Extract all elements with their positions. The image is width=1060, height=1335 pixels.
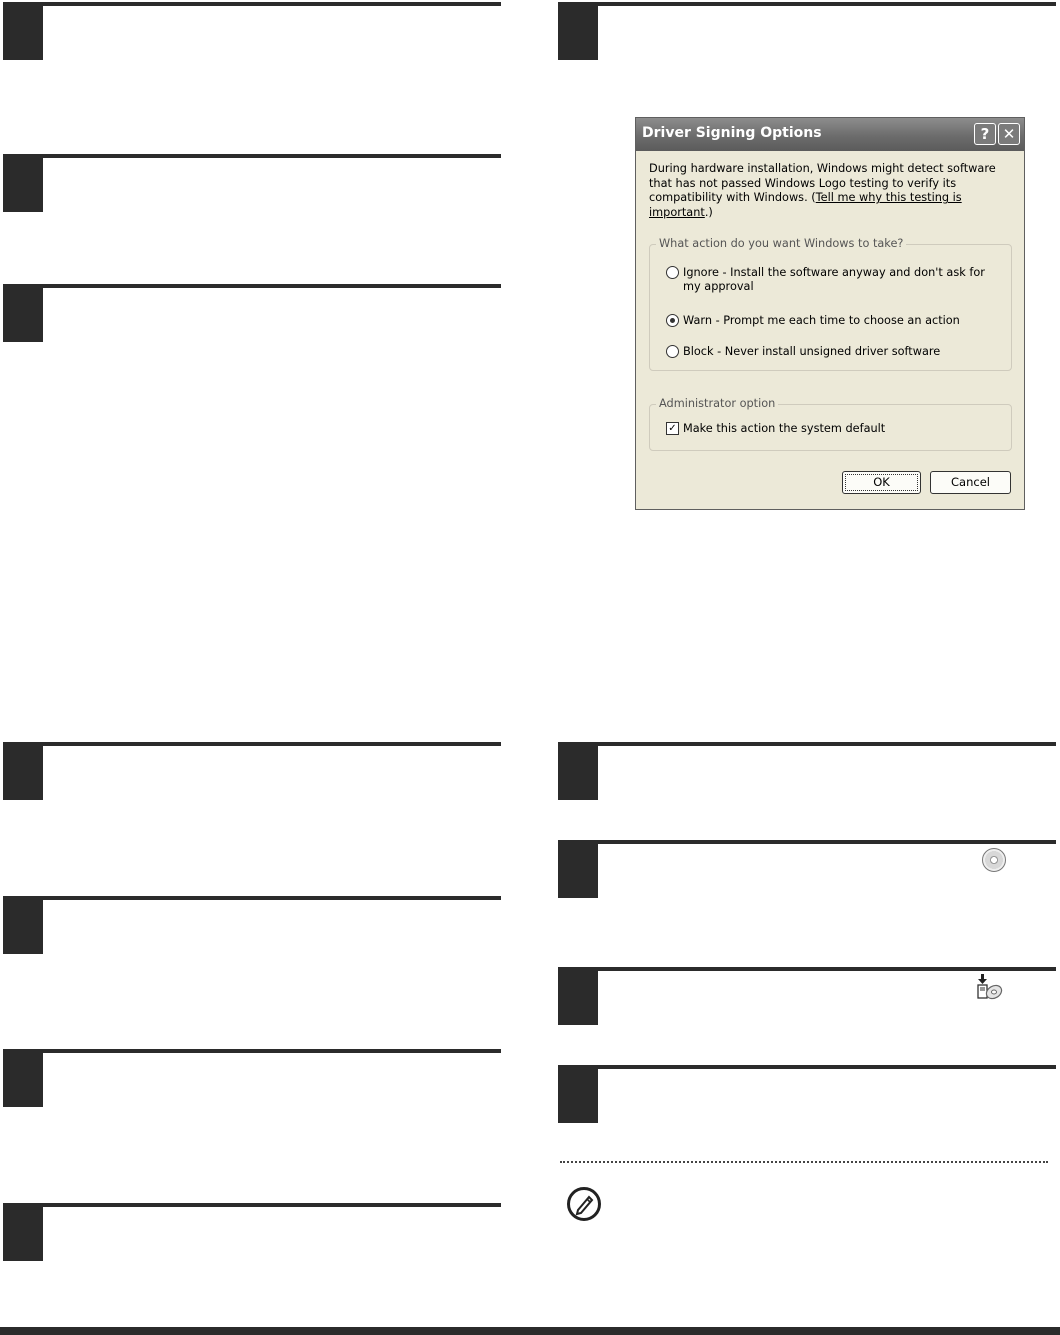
step-number-box <box>3 284 43 342</box>
radio-block-button[interactable] <box>666 345 679 358</box>
testing-info-link[interactable]: Tell me why this testing is important <box>649 191 962 220</box>
step-number-box <box>3 742 43 800</box>
cd-rom-icon <box>982 848 1006 872</box>
step-number-box <box>3 2 43 60</box>
radio-block-label: Block - Never install unsigned driver software <box>683 345 941 358</box>
step-number-box <box>558 840 598 898</box>
step-number-box <box>558 742 598 800</box>
note-separator <box>560 1161 1048 1163</box>
dialog-title: Driver Signing Options <box>642 125 822 141</box>
checkbox-label: Make this action the system default <box>683 422 886 435</box>
close-button[interactable]: ✕ <box>998 123 1020 145</box>
page-footer-bar <box>0 1327 1060 1335</box>
step-number-box <box>3 1203 43 1261</box>
install-icon <box>976 974 1004 1002</box>
cancel-button[interactable]: Cancel <box>930 471 1011 494</box>
radio-warn-button[interactable] <box>666 314 679 327</box>
ok-button[interactable]: OK <box>842 471 921 494</box>
dialog-titlebar <box>636 118 1024 151</box>
description-text: During hardware installation, Windows might detect software that has not passed Windows Logo testing to verify its compatibility with Windows. ( <box>649 162 996 205</box>
radio-ignore-button[interactable] <box>666 266 679 279</box>
step-number-box <box>558 967 598 1025</box>
note-pencil-icon <box>567 1187 601 1221</box>
step-number-box <box>3 896 43 954</box>
radio-warn-label: Warn - Prompt me each time to choose an action <box>683 314 960 327</box>
driver-signing-dialog <box>635 117 1025 510</box>
description-text-end: .) <box>704 206 713 220</box>
checkbox-box[interactable]: ✓ <box>666 422 679 435</box>
help-button[interactable]: ? <box>974 123 996 145</box>
step-number-box <box>558 1065 598 1123</box>
admin-group <box>649 397 1012 451</box>
dialog-description <box>649 162 1011 221</box>
step-number-box <box>3 1049 43 1107</box>
step-number-box <box>3 154 43 212</box>
action-group-legend: What action do you want Windows to take? <box>656 237 906 250</box>
action-group <box>649 237 1012 371</box>
step-number-box <box>558 2 598 60</box>
admin-group-legend: Administrator option <box>656 397 778 410</box>
radio-ignore-label: Ignore - Install the software anyway and don't ask for my approval <box>683 266 985 293</box>
